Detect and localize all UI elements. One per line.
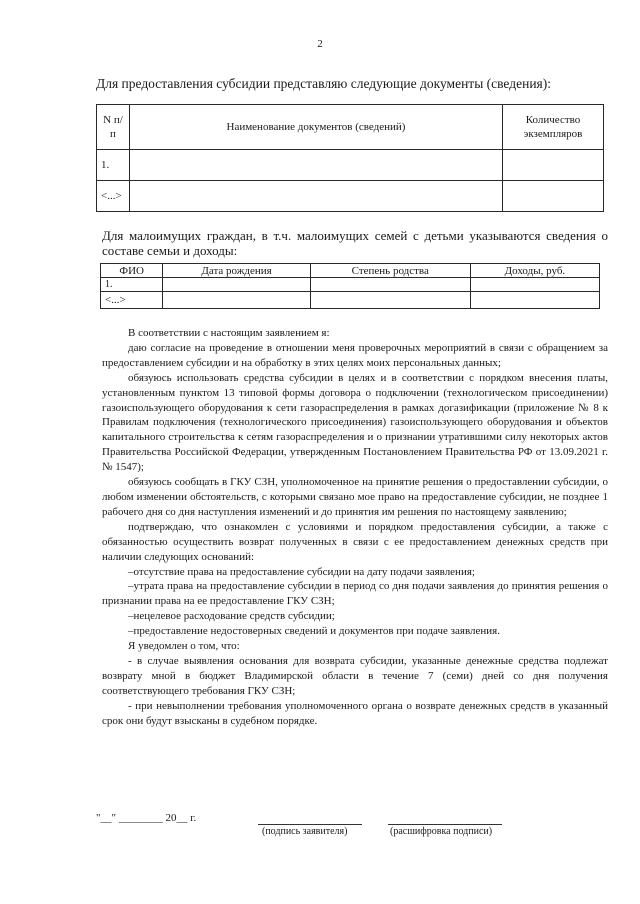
table-cell[interactable]: 1. [101,278,163,292]
table-cell[interactable]: <...> [97,181,130,212]
table-cell[interactable] [130,150,503,181]
col-header-relation: Степень родства [310,264,470,278]
family-intro: Для малоимущих граждан, в т.ч. малоимущих семей с детьми указываются сведения о составе семьи и доходы: [102,228,608,258]
table-cell[interactable] [310,278,470,292]
table-row [97,150,604,181]
paragraph: даю согласие на проведение в отношении меня проверочных мероприятий в связи с обращением за предоставлением субсидии и на обработку в этих целях моих персональных данных; [102,341,608,369]
paragraph: обязуюсь использовать средства субсидии в целях и в соответствии с порядком внесения платы, установленным пунктом 13 типовой формы договора о подключении (технологическом присоединении) газоиспользующего оборудования к сети газораспределения в рамках догазификации (приложение № 8 к Правилам подключения (технологического присоединения) газоиспользующего оборудования и объектов капитального строительства к сетям газораспределения и о признании утратившими силу некоторых актов Правительства Российской Федерации, утвержденным Постановлением Правительства РФ от 13.09.2021 г. № 1547); [102,371,608,474]
page-number: 2 [317,38,323,50]
paragraph: - в случае выявления основания для возврата субсидии, указанные денежные средства подлежат возврату мной в бюджет Владимирской области в течение 7 (семи) дней со дня получения соответствующего требования ГКУ СЗН; [102,654,608,697]
declaration-text [102,326,608,728]
table-cell[interactable] [470,278,599,292]
paragraph: –утрата права на предоставление субсидии в период со дня подачи заявления до принятия решения о признании права на ее предоставление ГКУ СЗН; [102,580,608,608]
col-header-name: Наименование документов (сведений) [130,105,503,150]
col-header-count: Количество экземпляров [503,105,604,150]
table-cell[interactable] [503,150,604,181]
table-cell[interactable] [310,292,470,309]
paragraph: обязуюсь сообщать в ГКУ СЗН, уполномоченное на принятие решения о предоставлении субсидии, о любом изменении обстоятельств, с которыми связано мое право на предоставление субсидии, не позднее 1 рабочего дня со дня наступления изменений и до принятия им решения по настоящему заявлению; [102,476,608,518]
paragraph: –нецелевое расходование средств субсидии; [128,610,335,623]
family-table [100,263,600,309]
paragraph: Я уведомлен о том, что: [128,640,240,653]
paragraph: подтверждаю, что ознакомлен с условиями и порядком предоставления субсидии, а также с обязанностью осуществить возврат полученных в связи с ее предоставлением денежных средств при наличии следующих оснований: [102,520,608,563]
table-row [97,181,604,212]
documents-table [96,104,604,212]
table-cell[interactable] [163,278,310,292]
table-cell[interactable] [470,292,599,309]
col-header-birthdate: Дата рождения [163,264,310,278]
signature-date[interactable]: "__" ________ 20__ г. [96,812,197,824]
table-cell[interactable] [130,181,503,212]
col-header-number: N п/п [97,105,130,150]
table-cell[interactable] [163,292,310,309]
paragraph: - при невыполнении требования уполномоченного органа о возврате денежных средств в указанный срок они будут взысканы в судебном порядке. [102,699,608,727]
docs-title: Для предоставления субсидии представляю следующие документы (сведения): [96,76,552,91]
signature-caption: (подпись заявителя) [262,826,348,837]
paragraph: –предоставление недостоверных сведений и документов при подаче заявления. [128,625,500,638]
table-header-row [101,264,600,278]
paragraph: В соответствии с настоящим заявлением я: [128,327,330,339]
col-header-fio: ФИО [101,264,163,278]
col-header-income: Доходы, руб. [470,264,599,278]
signature-decode-caption: (расшифровка подписи) [390,826,493,837]
table-cell[interactable]: <...> [101,292,163,309]
paragraph: –отсутствие права на предоставление субсидии на дату подачи заявления; [128,565,475,578]
signature-line[interactable] [258,824,362,825]
table-header-row [97,105,604,150]
table-row [101,292,600,309]
table-cell[interactable]: 1. [97,150,130,181]
signature-decode-line[interactable] [388,824,502,825]
table-row [101,278,600,292]
table-cell[interactable] [503,181,604,212]
